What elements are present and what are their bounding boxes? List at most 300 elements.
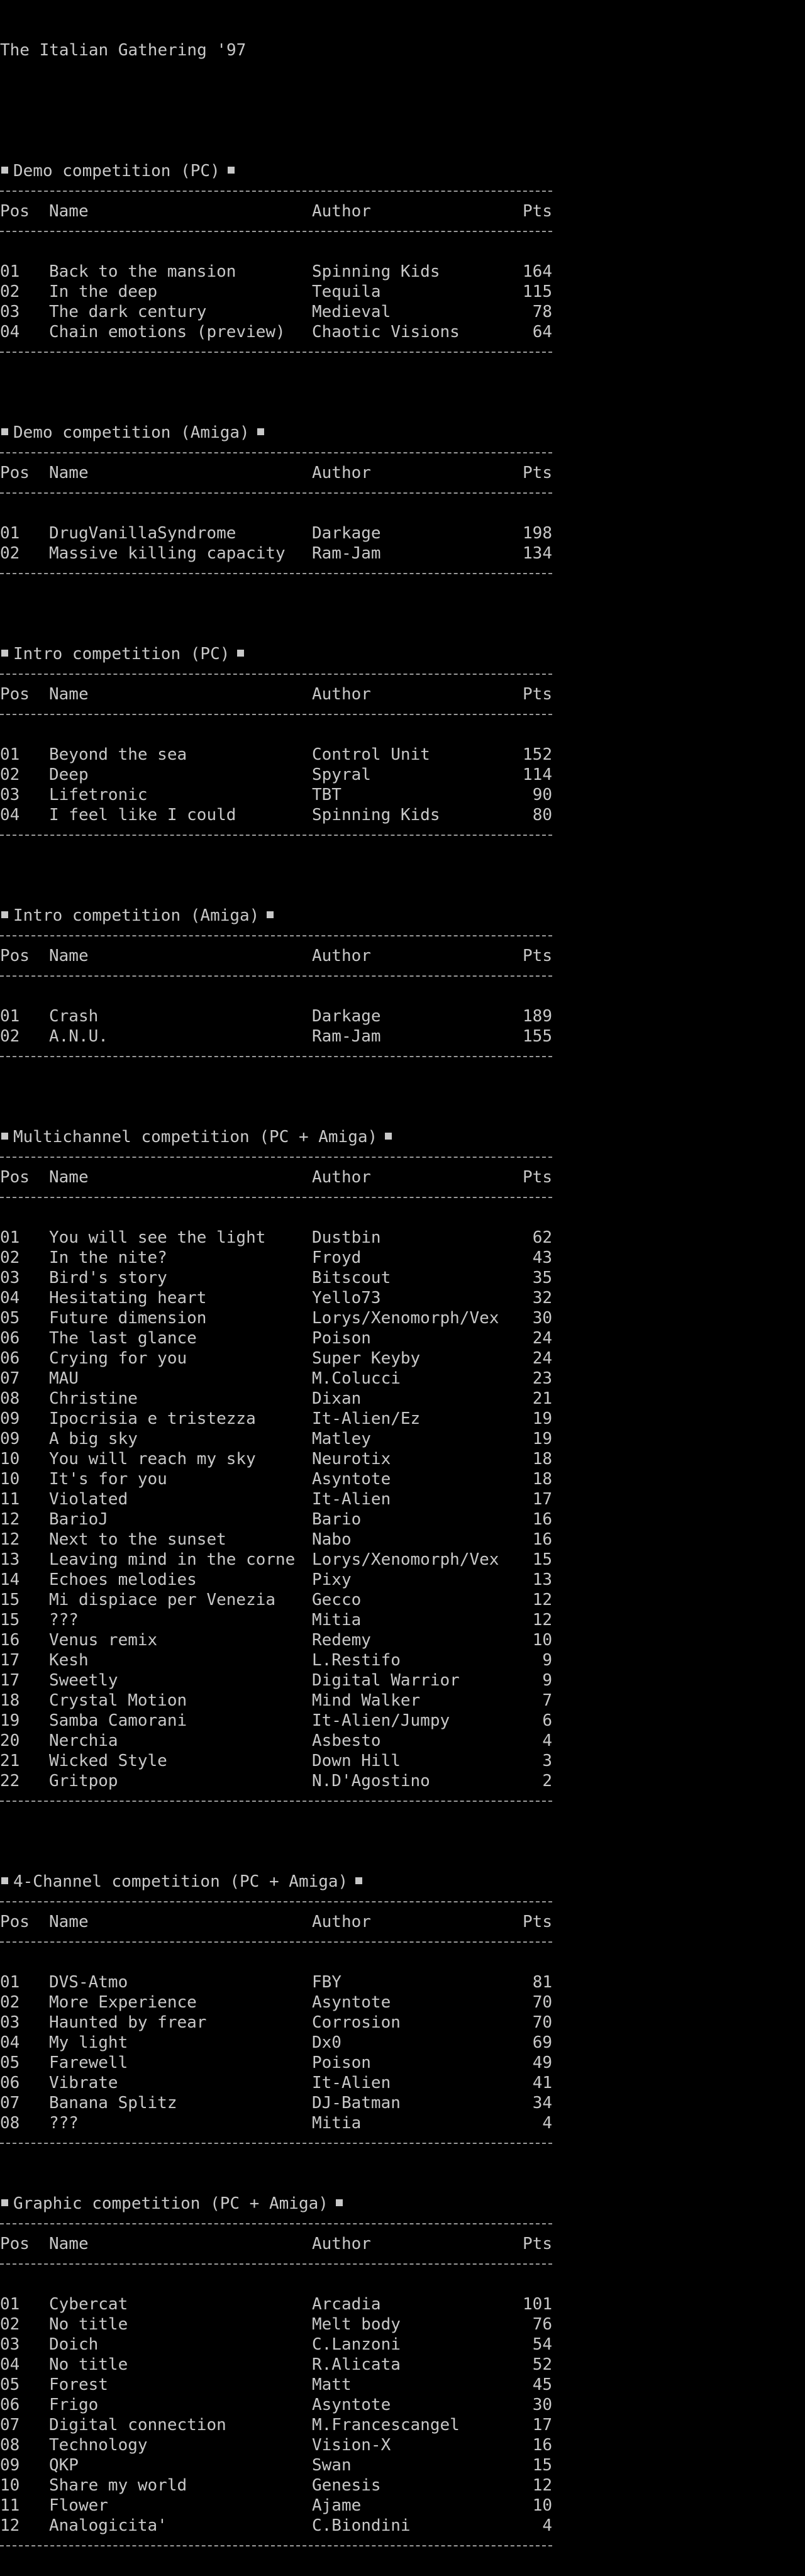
table-row xyxy=(0,1690,805,1711)
dashed-rule xyxy=(0,926,805,946)
row-author: TBT xyxy=(312,786,341,804)
row-name: Crystal Motion xyxy=(49,1691,187,1710)
row-pts: 17 xyxy=(532,2416,552,2434)
table-row xyxy=(0,262,805,282)
row-name: A big sky xyxy=(49,1430,138,1448)
row-pts: 189 xyxy=(523,1007,552,1026)
table-row xyxy=(0,1751,805,1771)
dashed-rule xyxy=(0,221,805,242)
dashed-rule xyxy=(0,564,805,584)
row-author: R.Alicata xyxy=(312,2355,401,2374)
row-pos: 14 xyxy=(0,1570,20,1589)
table-row xyxy=(0,1570,805,1590)
competition-section xyxy=(0,2194,805,2556)
row-pts: 4 xyxy=(542,2516,552,2535)
column-header-row xyxy=(0,463,805,483)
row-pos: 02 xyxy=(0,282,20,301)
table-row xyxy=(0,1550,805,1570)
row-author: Mind Walker xyxy=(312,1691,421,1710)
row-author: Ram-Jam xyxy=(312,1027,381,1046)
row-name: Mi dispiace per Venezia xyxy=(49,1591,276,1609)
row-name: ??? xyxy=(49,1611,79,1629)
spacer xyxy=(0,101,805,121)
column-header-row xyxy=(0,1167,805,1187)
row-name: Leaving mind in the corne xyxy=(49,1550,296,1569)
competition-section xyxy=(0,1127,805,1872)
spacer xyxy=(0,242,805,262)
column-header-author: Author xyxy=(312,1913,371,1931)
row-pos: 09 xyxy=(0,1430,20,1448)
column-header-row xyxy=(0,946,805,966)
row-author: DJ-Batman xyxy=(312,2094,401,2112)
column-header-row xyxy=(0,2234,805,2254)
row-author: Medieval xyxy=(312,303,391,321)
section-heading xyxy=(0,906,805,926)
row-author: Redemy xyxy=(312,1631,371,1650)
table-row xyxy=(0,2053,805,2073)
dashed-rule xyxy=(0,1187,805,1208)
row-name: Technology xyxy=(49,2436,148,2455)
row-name: Sweetly xyxy=(49,1671,118,1690)
row-name: Next to the sunset xyxy=(49,1530,226,1549)
spacer xyxy=(0,1831,805,1852)
table-row xyxy=(0,2375,805,2395)
square-bullet-icon xyxy=(336,2199,343,2206)
row-pos: 03 xyxy=(0,786,20,804)
square-bullet-icon xyxy=(1,911,8,918)
row-name: Hesitating heart xyxy=(49,1289,207,1307)
column-header-pos: Pos xyxy=(0,1168,30,1187)
dashed-rule xyxy=(0,1932,805,1952)
row-name: BarioJ xyxy=(49,1510,108,1529)
row-name: ??? xyxy=(49,2114,79,2133)
row-pos: 07 xyxy=(0,2094,20,2112)
row-pos: 06 xyxy=(0,1349,20,1368)
row-pos: 03 xyxy=(0,2335,20,2354)
row-author: It-Alien/Ez xyxy=(312,1409,421,1428)
column-header-pos: Pos xyxy=(0,464,30,482)
row-pts: 30 xyxy=(532,1309,552,1328)
row-author: Asyntote xyxy=(312,2396,391,2414)
spacer xyxy=(0,382,805,402)
row-author: It-Alien xyxy=(312,2074,391,2092)
row-pts: 9 xyxy=(542,1651,552,1670)
row-pts: 12 xyxy=(532,2476,552,2495)
table-row xyxy=(0,1268,805,1288)
row-pos: 01 xyxy=(0,524,20,543)
column-header-name: Name xyxy=(49,464,89,482)
row-pts: 7 xyxy=(542,1691,552,1710)
row-pts: 12 xyxy=(532,1611,552,1629)
column-header-pts: Pts xyxy=(523,2235,552,2253)
table-row xyxy=(0,282,805,302)
column-header-author: Author xyxy=(312,2235,371,2253)
row-author: Melt body xyxy=(312,2315,401,2334)
table-row xyxy=(0,2355,805,2375)
row-pts: 23 xyxy=(532,1369,552,1388)
spacer xyxy=(0,845,805,865)
spacer xyxy=(0,362,805,382)
table-row xyxy=(0,1449,805,1469)
spacer xyxy=(0,865,805,886)
dashed-rule xyxy=(0,825,805,845)
row-pts: 35 xyxy=(532,1269,552,1287)
column-header-row xyxy=(0,684,805,704)
row-author: Arcadia xyxy=(312,2295,381,2314)
competition-section xyxy=(0,161,805,423)
section-heading xyxy=(0,1872,805,1892)
row-name: Doich xyxy=(49,2335,99,2354)
column-header-name: Name xyxy=(49,685,89,704)
table-row xyxy=(0,2294,805,2314)
row-name: Crash xyxy=(49,1007,99,1026)
competition-section xyxy=(0,906,805,1127)
row-pts: 9 xyxy=(542,1671,552,1690)
row-pos: 13 xyxy=(0,1550,20,1569)
table-row xyxy=(0,2314,805,2334)
row-pos: 22 xyxy=(0,1772,20,1790)
row-pos: 08 xyxy=(0,2436,20,2455)
row-author: Vision-X xyxy=(312,2436,391,2455)
square-bullet-icon xyxy=(1,428,8,435)
table-row xyxy=(0,1972,805,1992)
section-heading xyxy=(0,423,805,443)
row-name: Forest xyxy=(49,2375,108,2394)
competition-list xyxy=(0,161,805,2556)
row-name: Violated xyxy=(49,1490,128,1509)
section-title: Graphic competition (PC + Amiga) xyxy=(13,2194,328,2213)
spacer xyxy=(0,1952,805,1972)
row-author: Down Hill xyxy=(312,1752,401,1770)
row-author: Asyntote xyxy=(312,1470,391,1489)
row-pts: 24 xyxy=(532,1329,552,1348)
section-title: Multichannel competition (PC + Amiga) xyxy=(13,1128,378,1146)
square-bullet-icon xyxy=(237,650,244,657)
row-author: Gecco xyxy=(312,1591,362,1609)
row-pos: 01 xyxy=(0,1228,20,1247)
row-pts: 114 xyxy=(523,765,552,784)
row-name: Wicked Style xyxy=(49,1752,167,1770)
row-name: Samba Camorani xyxy=(49,1711,187,1730)
table-row xyxy=(0,2516,805,2536)
row-pts: 18 xyxy=(532,1470,552,1489)
section-title: Intro competition (PC) xyxy=(13,645,230,663)
table-row xyxy=(0,1630,805,1650)
spacer xyxy=(0,886,805,906)
row-author: Chaotic Visions xyxy=(312,323,460,341)
row-name: Ipocrisia e tristezza xyxy=(49,1409,256,1428)
column-header-name: Name xyxy=(49,947,89,965)
spacer xyxy=(0,1087,805,1107)
dashed-rule xyxy=(0,1791,805,1811)
table-row xyxy=(0,785,805,805)
table-row xyxy=(0,1389,805,1409)
row-name: My light xyxy=(49,2033,128,2052)
table-row xyxy=(0,2012,805,2033)
row-pos: 15 xyxy=(0,1591,20,1609)
table-row xyxy=(0,1006,805,1026)
dashed-rule xyxy=(0,342,805,362)
table-row xyxy=(0,1670,805,1690)
row-pos: 05 xyxy=(0,2053,20,2072)
row-name: DrugVanillaSyndrome xyxy=(49,524,236,543)
table-row xyxy=(0,1992,805,2012)
square-bullet-icon xyxy=(1,2199,8,2206)
section-title: Intro competition (Amiga) xyxy=(13,906,260,925)
row-pts: 19 xyxy=(532,1409,552,1428)
table-row xyxy=(0,2395,805,2415)
spacer xyxy=(0,624,805,644)
row-pos: 05 xyxy=(0,2375,20,2394)
row-author: Nabo xyxy=(312,1530,352,1549)
row-author: FBY xyxy=(312,1973,341,1992)
row-author: Matley xyxy=(312,1430,371,1448)
row-name: Deep xyxy=(49,765,89,784)
row-name: In the nite? xyxy=(49,1248,167,1267)
row-pos: 01 xyxy=(0,745,20,764)
row-pos: 01 xyxy=(0,1007,20,1026)
row-pos: 10 xyxy=(0,1470,20,1489)
row-pts: 90 xyxy=(532,786,552,804)
row-name: Haunted by frear xyxy=(49,2013,207,2032)
table-row xyxy=(0,2093,805,2113)
row-pts: 41 xyxy=(532,2074,552,2092)
square-bullet-icon xyxy=(1,1133,8,1140)
row-pos: 04 xyxy=(0,2355,20,2374)
row-pts: 45 xyxy=(532,2375,552,2394)
row-pts: 4 xyxy=(542,2114,552,2133)
column-header-row xyxy=(0,201,805,221)
row-pts: 164 xyxy=(523,262,552,281)
row-name: No title xyxy=(49,2315,128,2334)
row-author: Tequila xyxy=(312,282,381,301)
row-pos: 08 xyxy=(0,2114,20,2133)
square-bullet-icon xyxy=(355,1877,362,1884)
row-name: Farewell xyxy=(49,2053,128,2072)
row-pts: 3 xyxy=(542,1752,552,1770)
row-name: Crying for you xyxy=(49,1349,187,1368)
row-pos: 21 xyxy=(0,1752,20,1770)
row-name: Christine xyxy=(49,1389,138,1408)
spacer xyxy=(0,2153,805,2174)
dashed-rule xyxy=(0,1147,805,1167)
table-row xyxy=(0,1288,805,1308)
row-author: Poison xyxy=(312,1329,371,1348)
row-author: Swan xyxy=(312,2456,352,2475)
row-pts: 155 xyxy=(523,1027,552,1046)
row-pts: 15 xyxy=(532,1550,552,1569)
row-author: M.Colucci xyxy=(312,1369,401,1388)
row-name: Frigo xyxy=(49,2396,99,2414)
table-row xyxy=(0,1731,805,1751)
row-pos: 09 xyxy=(0,1409,20,1428)
table-row xyxy=(0,1409,805,1429)
row-pts: 21 xyxy=(532,1389,552,1408)
row-name: MAU xyxy=(49,1369,79,1388)
row-author: M.Francescangel xyxy=(312,2416,460,2434)
row-pts: 13 xyxy=(532,1570,552,1589)
table-row xyxy=(0,2455,805,2475)
row-author: Poison xyxy=(312,2053,371,2072)
row-author: Dixan xyxy=(312,1389,362,1408)
square-bullet-icon xyxy=(385,1133,392,1140)
spacer xyxy=(0,2274,805,2294)
column-header-author: Author xyxy=(312,464,371,482)
column-header-pos: Pos xyxy=(0,202,30,221)
section-heading xyxy=(0,644,805,664)
table-row xyxy=(0,1368,805,1389)
row-name: Back to the mansion xyxy=(49,262,236,281)
spacer xyxy=(0,724,805,745)
row-pts: 15 xyxy=(532,2456,552,2475)
row-author: Ram-Jam xyxy=(312,544,381,563)
row-pos: 15 xyxy=(0,1611,20,1629)
row-pts: 152 xyxy=(523,745,552,764)
row-name: Gritpop xyxy=(49,1772,118,1790)
column-header-author: Author xyxy=(312,1168,371,1187)
column-header-pts: Pts xyxy=(523,685,552,704)
section-title: 4-Channel competition (PC + Amiga) xyxy=(13,1872,348,1891)
row-name: Nerchia xyxy=(49,1731,118,1750)
row-pts: 34 xyxy=(532,2094,552,2112)
dashed-rule xyxy=(0,966,805,986)
row-pts: 2 xyxy=(542,1772,552,1790)
row-author: Asyntote xyxy=(312,1993,391,2012)
row-pos: 07 xyxy=(0,1369,20,1388)
row-pts: 24 xyxy=(532,1349,552,1368)
column-header-name: Name xyxy=(49,2235,89,2253)
row-author: Bitscout xyxy=(312,1269,391,1287)
column-header-pts: Pts xyxy=(523,1168,552,1187)
competition-section xyxy=(0,1872,805,2194)
row-pos: 06 xyxy=(0,2074,20,2092)
spacer xyxy=(0,503,805,523)
row-pos: 02 xyxy=(0,1027,20,1046)
column-header-pos: Pos xyxy=(0,685,30,704)
row-pos: 03 xyxy=(0,303,20,321)
table-row xyxy=(0,1429,805,1449)
dashed-rule xyxy=(0,2133,805,2153)
row-pos: 12 xyxy=(0,2516,20,2535)
row-name: Vibrate xyxy=(49,2074,118,2092)
table-row xyxy=(0,1328,805,1348)
row-author: N.D'Agostino xyxy=(312,1772,430,1790)
dashed-rule xyxy=(0,2536,805,2556)
spacer xyxy=(0,1852,805,1872)
row-pos: 09 xyxy=(0,2456,20,2475)
row-pos: 04 xyxy=(0,323,20,341)
square-bullet-icon xyxy=(1,1877,8,1884)
row-pts: 198 xyxy=(523,524,552,543)
row-name: The last glance xyxy=(49,1329,197,1348)
table-row xyxy=(0,745,805,765)
table-row xyxy=(0,322,805,342)
row-author: Genesis xyxy=(312,2476,381,2495)
row-pts: 81 xyxy=(532,1973,552,1992)
row-name: A.N.U. xyxy=(49,1027,108,1046)
column-header-author: Author xyxy=(312,202,371,221)
row-name: Future dimension xyxy=(49,1309,207,1328)
row-name: More Experience xyxy=(49,1993,197,2012)
row-name: Massive killing capacity xyxy=(49,544,286,563)
dashed-rule xyxy=(0,664,805,684)
row-pos: 02 xyxy=(0,1993,20,2012)
table-row xyxy=(0,765,805,785)
row-pts: 16 xyxy=(532,1510,552,1529)
table-row xyxy=(0,1590,805,1610)
row-author: Darkage xyxy=(312,524,381,543)
row-name: No title xyxy=(49,2355,128,2374)
column-header-author: Author xyxy=(312,685,371,704)
spacer xyxy=(0,1208,805,1228)
table-row xyxy=(0,1348,805,1368)
row-author: Asbesto xyxy=(312,1731,381,1750)
table-row xyxy=(0,302,805,322)
dashed-rule xyxy=(0,2254,805,2274)
row-pos: 02 xyxy=(0,765,20,784)
row-pts: 17 xyxy=(532,1490,552,1509)
row-author: Froyd xyxy=(312,1248,362,1267)
table-row xyxy=(0,1509,805,1530)
row-author: Bario xyxy=(312,1510,362,1529)
row-pos: 01 xyxy=(0,1973,20,1992)
table-row xyxy=(0,2113,805,2133)
row-pts: 16 xyxy=(532,1530,552,1549)
row-author: Digital Warrior xyxy=(312,1671,460,1690)
table-row xyxy=(0,1026,805,1046)
row-author: Dustbin xyxy=(312,1228,381,1247)
row-name: Digital connection xyxy=(49,2416,226,2434)
row-pts: 69 xyxy=(532,2033,552,2052)
row-author: C.Lanzoni xyxy=(312,2335,401,2354)
row-author: Yello73 xyxy=(312,1289,381,1307)
table-row xyxy=(0,2033,805,2053)
row-pts: 70 xyxy=(532,1993,552,2012)
spacer xyxy=(0,402,805,423)
row-pts: 12 xyxy=(532,1591,552,1609)
row-pos: 12 xyxy=(0,1510,20,1529)
spacer xyxy=(0,1107,805,1127)
section-heading xyxy=(0,2194,805,2214)
row-pts: 54 xyxy=(532,2335,552,2354)
page-title: The Italian Gathering '97 xyxy=(0,41,247,60)
table-row xyxy=(0,1489,805,1509)
column-header-pts: Pts xyxy=(523,1913,552,1931)
row-name: Analogicita' xyxy=(49,2516,167,2535)
row-pos: 04 xyxy=(0,2033,20,2052)
section-heading xyxy=(0,1127,805,1147)
square-bullet-icon xyxy=(1,167,8,174)
row-name: Venus remix xyxy=(49,1631,158,1650)
row-pos: 17 xyxy=(0,1651,20,1670)
row-name: Cybercat xyxy=(49,2295,128,2314)
row-pos: 06 xyxy=(0,1329,20,1348)
table-row xyxy=(0,1248,805,1268)
column-header-row xyxy=(0,1912,805,1932)
row-pos: 12 xyxy=(0,1530,20,1549)
row-name: Beyond the sea xyxy=(49,745,187,764)
row-pos: 02 xyxy=(0,1248,20,1267)
row-pos: 11 xyxy=(0,2496,20,2515)
table-row xyxy=(0,2415,805,2435)
row-author: Mitia xyxy=(312,2114,362,2133)
row-pos: 17 xyxy=(0,1671,20,1690)
column-header-pos: Pos xyxy=(0,947,30,965)
row-pts: 6 xyxy=(542,1711,552,1730)
row-pts: 115 xyxy=(523,282,552,301)
row-author: Corrosion xyxy=(312,2013,401,2032)
row-pts: 32 xyxy=(532,1289,552,1307)
